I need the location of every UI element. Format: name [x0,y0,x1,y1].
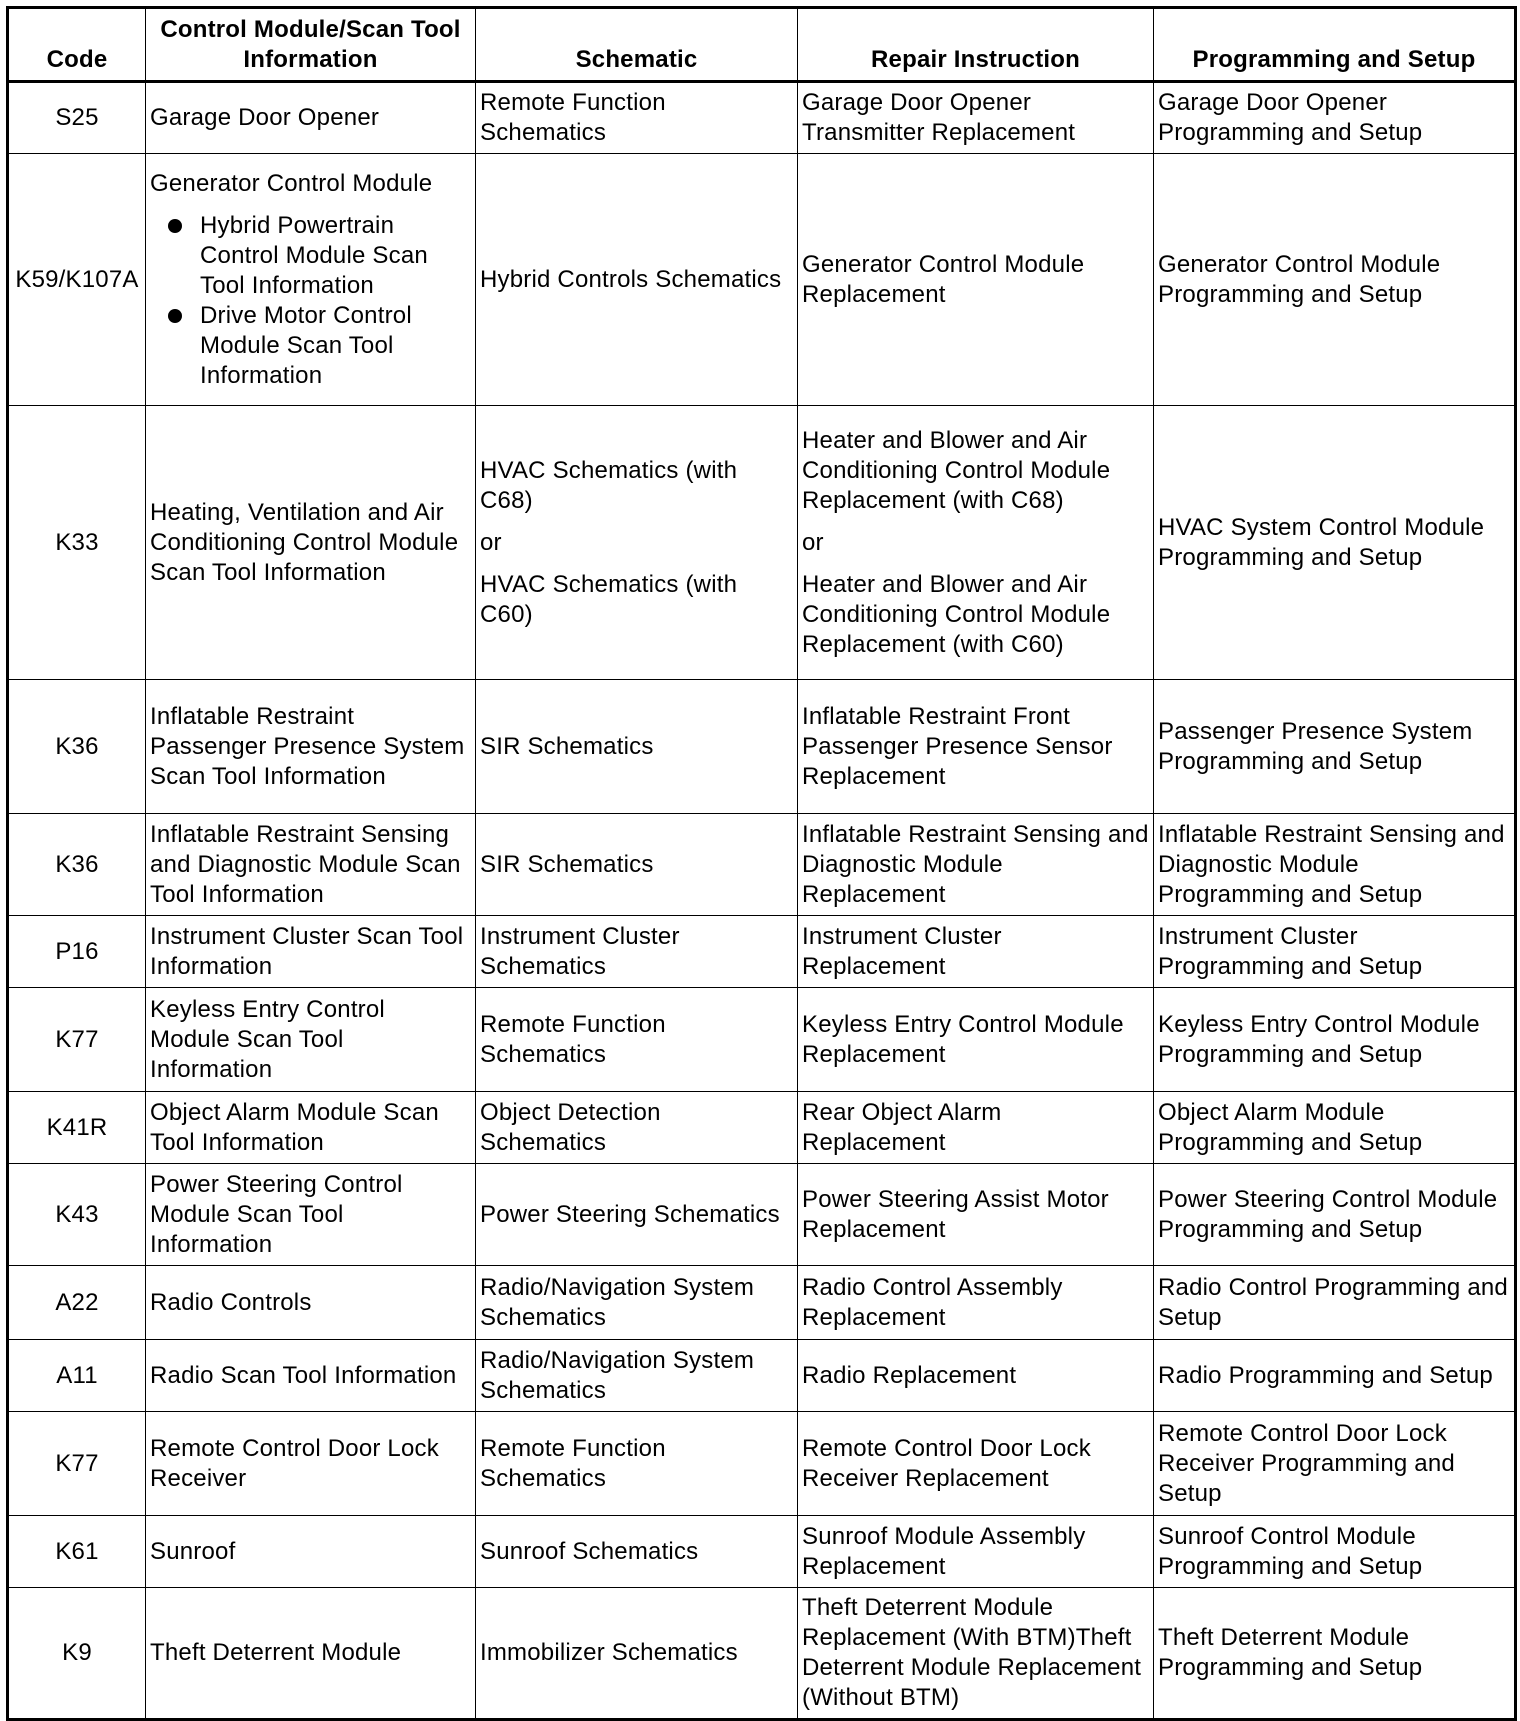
cell-programming: HVAC System Control Module Programming and Setup [1154,406,1516,680]
cell-schematic: Instrument Cluster Schematics [476,916,798,988]
cell-schematic: Immobilizer Schematics [476,1588,798,1720]
cell-code: K36 [8,680,146,814]
cell-code: K61 [8,1516,146,1588]
cell-code: K9 [8,1588,146,1720]
cell-repair: Rear Object Alarm Replacement [798,1092,1154,1164]
table-row [8,988,1516,1092]
cell-code: K41R [8,1092,146,1164]
cell-repair: Remote Control Door Lock Receiver Replacement [798,1412,1154,1516]
table-row [8,1092,1516,1164]
table-row [8,154,1516,406]
cell-schematic: SIR Schematics [476,680,798,814]
cell-code: K77 [8,1412,146,1516]
header-code: Code [8,8,146,82]
cell-code: K36 [8,814,146,916]
cell-code: S25 [8,82,146,154]
table-row [8,406,1516,680]
cell-repair: Radio Control Assembly Replacement [798,1266,1154,1340]
cell-info: Power Steering Control Module Scan Tool Information [146,1164,476,1266]
cell-programming: Radio Control Programming and Setup [1154,1266,1516,1340]
cell-info [146,154,476,406]
cell-info: Heating, Ventilation and Air Conditioning Control Module Scan Tool Information [146,406,476,680]
cell-schematic: Sunroof Schematics [476,1516,798,1588]
cell-repair: Radio Replacement [798,1340,1154,1412]
cell-programming: Remote Control Door Lock Receiver Programming and Setup [1154,1412,1516,1516]
cell-info: Instrument Cluster Scan Tool Information [146,916,476,988]
cell-programming: Passenger Presence System Programming and Setup [1154,680,1516,814]
cell-programming: Instrument Cluster Programming and Setup [1154,916,1516,988]
cell-repair: Garage Door Opener Transmitter Replacement [798,82,1154,154]
cell-info: Keyless Entry Control Module Scan Tool Information [146,988,476,1092]
cell-schematic [476,406,798,680]
cell-schematic: Radio/Navigation System Schematics [476,1340,798,1412]
cell-programming: Sunroof Control Module Programming and Setup [1154,1516,1516,1588]
cell-info: Radio Controls [146,1266,476,1340]
cell-code: K33 [8,406,146,680]
module-reference-table [6,6,1517,1721]
cell-programming: Inflatable Restraint Sensing and Diagnostic Module Programming and Setup [1154,814,1516,916]
header-info: Control Module/Scan Tool Information [146,8,476,82]
cell-info: Garage Door Opener [146,82,476,154]
table-row [8,680,1516,814]
repair-primary: Heater and Blower and Air Conditioning Control Module Replacement (with C68) [802,426,1111,514]
cell-code: A22 [8,1266,146,1340]
table-row [8,1588,1516,1720]
header-repair: Repair Instruction [798,8,1154,82]
cell-schematic: Hybrid Controls Schematics [476,154,798,406]
cell-code: K43 [8,1164,146,1266]
table-row [8,1340,1516,1412]
cell-repair: Instrument Cluster Replacement [798,916,1154,988]
cell-code: K77 [8,988,146,1092]
cell-repair: Generator Control Module Replacement [798,154,1154,406]
header-row [8,8,1516,82]
cell-code: K59/K107A [8,154,146,406]
repair-or: or [802,528,824,556]
header-schematic: Schematic [476,8,798,82]
cell-info: Inflatable Restraint Passenger Presence System Scan Tool Information [146,680,476,814]
table-row [8,82,1516,154]
info-bullet-list [150,211,471,391]
cell-repair [798,406,1154,680]
cell-schematic: Remote Function Schematics [476,1412,798,1516]
table-header [8,8,1516,82]
table-row [8,814,1516,916]
cell-info-heading: Generator Control Module [150,169,433,197]
cell-schematic: Radio/Navigation System Schematics [476,1266,798,1340]
header-programming: Programming and Setup [1154,8,1516,82]
repair-alternate: Heater and Blower and Air Conditioning Control Module Replacement (with C60) [802,570,1111,658]
cell-repair: Inflatable Restraint Front Passenger Presence Sensor Replacement [798,680,1154,814]
cell-repair: Keyless Entry Control Module Replacement [798,988,1154,1092]
cell-programming: Power Steering Control Module Programming and Setup [1154,1164,1516,1266]
cell-info: Theft Deterrent Module [146,1588,476,1720]
cell-code: P16 [8,916,146,988]
cell-programming: Theft Deterrent Module Programming and Setup [1154,1588,1516,1720]
cell-programming: Object Alarm Module Programming and Setup [1154,1092,1516,1164]
cell-programming: Garage Door Opener Programming and Setup [1154,82,1516,154]
table-body [8,82,1516,1720]
cell-repair: Sunroof Module Assembly Replacement [798,1516,1154,1588]
cell-info: Object Alarm Module Scan Tool Information [146,1092,476,1164]
cell-info: Radio Scan Tool Information [146,1340,476,1412]
cell-repair: Theft Deterrent Module Replacement (With BTM)Theft Deterrent Module Replacement (Without BTM) [798,1588,1154,1720]
table-row [8,1266,1516,1340]
cell-info: Inflatable Restraint Sensing and Diagnostic Module Scan Tool Information [146,814,476,916]
cell-programming: Keyless Entry Control Module Programming and Setup [1154,988,1516,1092]
cell-info: Remote Control Door Lock Receiver [146,1412,476,1516]
table-row [8,916,1516,988]
cell-schematic: Remote Function Schematics [476,988,798,1092]
cell-schematic: Remote Function Schematics [476,82,798,154]
cell-repair: Power Steering Assist Motor Replacement [798,1164,1154,1266]
list-item: Drive Motor Control Module Scan Tool Information [200,301,471,391]
schematic-alternate: HVAC Schematics (with C60) [480,570,738,628]
cell-schematic: SIR Schematics [476,814,798,916]
table-row [8,1164,1516,1266]
cell-programming: Radio Programming and Setup [1154,1340,1516,1412]
cell-repair: Inflatable Restraint Sensing and Diagnostic Module Replacement [798,814,1154,916]
cell-schematic: Power Steering Schematics [476,1164,798,1266]
cell-info: Sunroof [146,1516,476,1588]
list-item: Hybrid Powertrain Control Module Scan Tool Information [200,211,471,301]
schematic-or: or [480,528,502,556]
schematic-primary: HVAC Schematics (with C68) [480,456,738,514]
cell-programming: Generator Control Module Programming and Setup [1154,154,1516,406]
cell-schematic: Object Detection Schematics [476,1092,798,1164]
table-row [8,1412,1516,1516]
table-row [8,1516,1516,1588]
cell-code: A11 [8,1340,146,1412]
